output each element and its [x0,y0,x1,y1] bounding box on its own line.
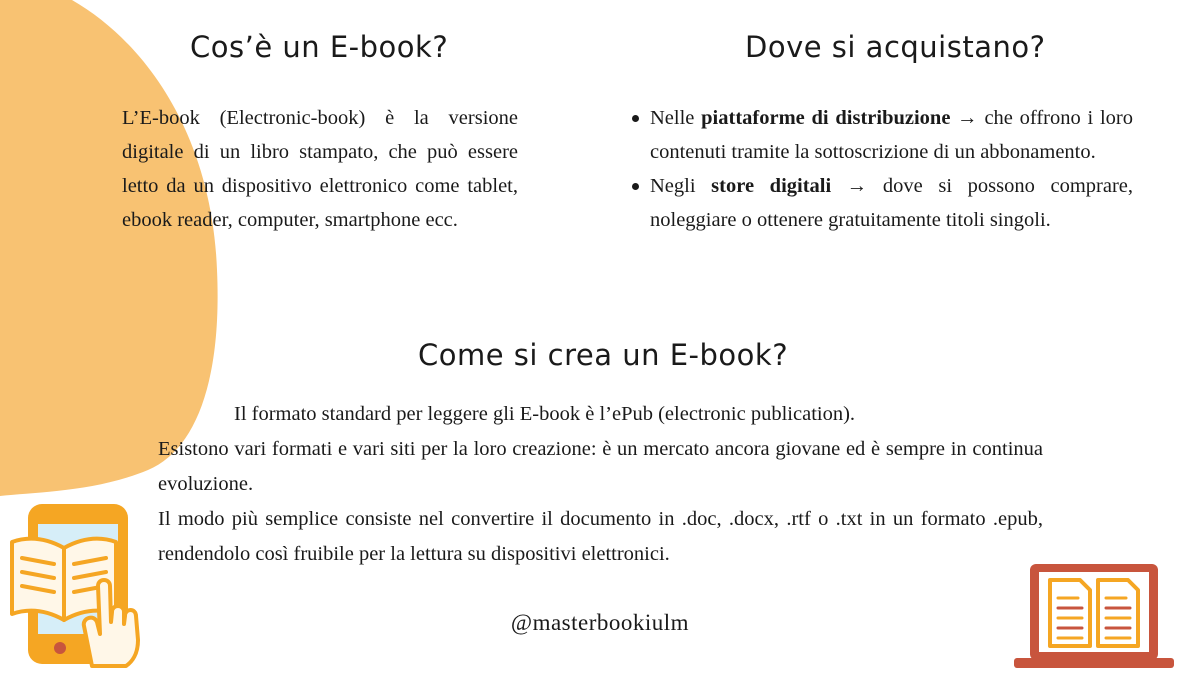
social-handle: @masterbookiulm [510,610,690,635]
ebook-definition-text: L’E-book (Electronic-book) è la versione digitale di un libro stampato, che può essere letto da un dispositivo elettronico come tablet, ebook reader, computer, smartphone ecc. [122,107,518,231]
list-item-rest: → che offrono i loro contenuti tramite la sottoscrizione di un abbonamento. [650,107,1133,163]
list-item-rest: → dove si possono comprare, noleggiare o ottenere gratuitamente titoli singoli. [650,175,1134,231]
tablet-reading-hand-icon [4,500,144,670]
section-title-ebook: Cos’è un E-book? [190,30,449,64]
list-item [628,169,1133,237]
list-item-prefix: Nelle [650,107,702,129]
create-text-line: Esistono vari formati e vari siti per la loro creazione: è un mercato ancora giovane ed è sempre in continua evoluzione. [158,438,1043,495]
section-title-buy: Dove si acquistano? [745,30,1046,64]
section-title-create: Come si crea un E-book? [418,338,789,372]
create-text-line: Il modo più semplice consiste nel convertire il documento in .doc, .docx, .rtf o .txt in un formato .epub, rendendolo così fruibile per la lettura su dispositivi elettronici. [158,508,1043,565]
create-text-line: Il formato standard per leggere gli E-book è l’ePub (electronic publication). [234,403,856,425]
list-item-bold: piattaforme di distribuzione [701,107,951,129]
list-item [628,101,1133,169]
list-item-bold: store digitali [711,175,832,197]
create-text-block [158,397,1043,572]
list-item-prefix: Negli [650,175,712,197]
buy-list [628,101,1133,237]
